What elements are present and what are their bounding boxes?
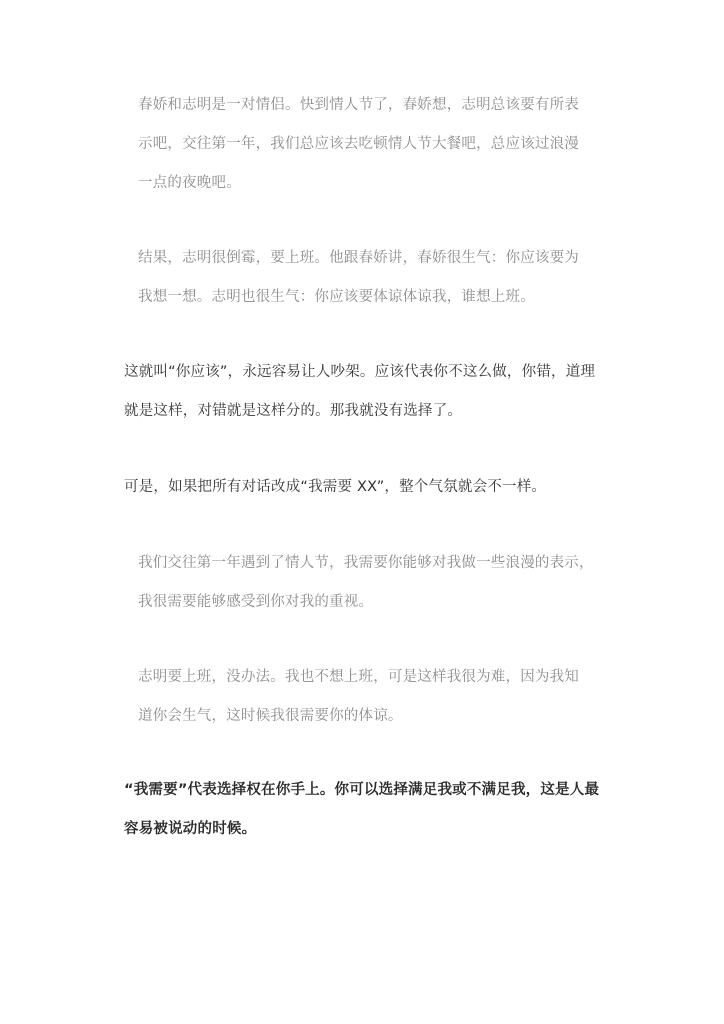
- paragraph-line: 志明要上班，没办法。我也不想上班，可是这样我很为难，因为我知: [138, 669, 579, 685]
- quote-result-paragraph: [138, 239, 579, 317]
- quote-story-paragraph: [138, 86, 579, 203]
- paragraph-line: 这就叫“你应该”，永远容易让人吵架。应该代表你不这么做，你错，道理: [124, 364, 596, 380]
- quote-need-2-paragraph: [138, 658, 579, 736]
- paragraph-line: 可是，如果把所有对话改成“我需要 XX”，整个气氛就会不一样。: [124, 479, 547, 495]
- paragraph-line: 示吧，交往第一年，我们总应该去吃顿情人节大餐吧，总应该过浪漫: [138, 136, 579, 152]
- paragraph-line: 春娇和志明是一对情侣。快到情人节了，春娇想，志明总该要有所表: [138, 97, 579, 113]
- paragraph-line: 一点的夜晚吧。: [138, 175, 241, 191]
- quote-need-1-paragraph: [138, 544, 594, 622]
- paragraph-line: 我想一想。志明也很生气：你应该要体谅体谅我，谁想上班。: [138, 289, 535, 305]
- explain-should-paragraph: [124, 353, 595, 431]
- paragraph-line: 我很需要能够感受到你对我的重视。: [138, 594, 374, 610]
- conclusion-paragraph: [124, 771, 599, 849]
- paragraph-line: 结果，志明很倒霉，要上班。他跟春娇讲，春娇很生气：你应该要为: [138, 250, 579, 266]
- paragraph-line: 容易被说动的时候。: [124, 821, 257, 837]
- paragraph-line: “我需要”代表选择权在你手上。你可以选择满足我或不满足我，这是人最: [124, 782, 600, 798]
- paragraph-line: 道你会生气，这时候我很需要你的体谅。: [138, 708, 403, 724]
- paragraph-line: 我们交往第一年遇到了情人节，我需要你能够对我做一些浪漫的表示，: [138, 555, 594, 571]
- paragraph-line: 就是这样，对错就是这样分的。那我就没有选择了。: [124, 403, 463, 419]
- explain-need-paragraph: [124, 468, 546, 507]
